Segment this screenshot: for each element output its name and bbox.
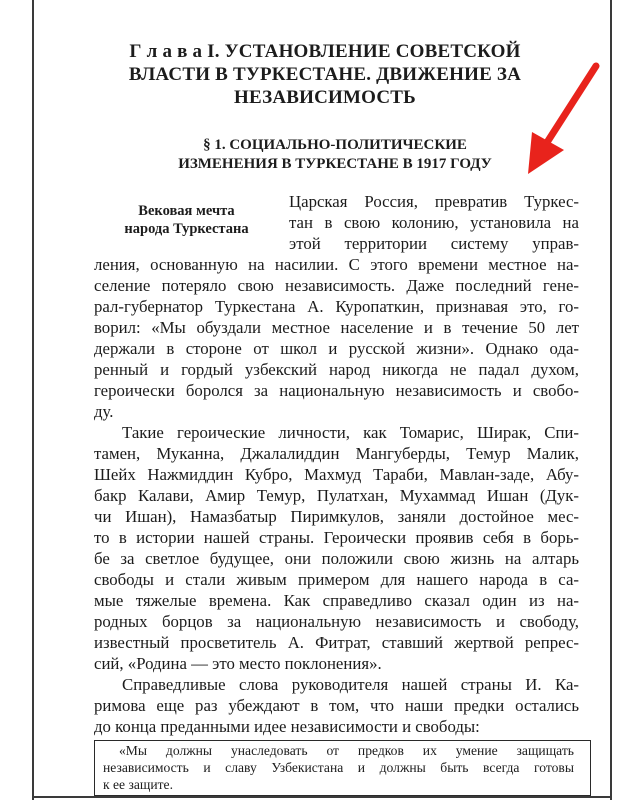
body-line: рал-губернатор Туркестана А. Куропаткин, признавая это, го- [94,297,579,316]
body-line: свободы и стали живым примером для нашего народа в са- [94,570,579,589]
chapter-title [80,40,570,109]
body-line: бе за светлое будущее, они положили свою жизнь на алтарь [94,549,579,568]
body-line: известный просветитель А. Фитрат, ставший жертвой репрес- [94,633,579,652]
body-line: мые тяжелые времена. Как справедливо сказал один из на- [94,591,579,610]
quote-line: «Мы должны унаследовать от предков их умение защищать [119,743,574,758]
section-title-line: § 1. СОЦИАЛЬНО-ПОЛИТИЧЕСКИЕ [203,137,467,153]
body-line: до конца преданными идее независимости и свободы: [94,717,480,736]
page-frame-bottom [32,796,612,798]
page-frame-left [32,0,34,800]
body-line: то в истории нашей страны. Героически проявив себя в борь- [94,528,579,547]
body-line: бакр Калави, Амир Темур, Пулатхан, Мухаммад Ишан (Дук- [94,486,579,505]
margin-note [104,202,269,238]
body-line: тан в свою колонию, установила на [289,213,579,232]
chapter-title-line: НЕЗАВИСИМОСТЬ [234,87,416,108]
body-line: держали в стороне от школ и русской жизни». Однако ода- [94,339,579,358]
chapter-title-line: Г л а в а I. УСТАНОВЛЕНИЕ СОВЕТСКОЙ [129,41,521,62]
page-frame-right [610,0,612,800]
body-line: героически боролся за национальную независимость и свобо- [94,381,579,400]
body-line: Справедливые слова руководителя нашей страны И. Ка- [122,675,579,694]
body-line: этой территории систему управ- [289,234,579,253]
red-arrow-icon [520,60,605,178]
body-line: чи Ишан), Намазбатыр Пиримкулов, заняли достойное мес- [94,507,579,526]
section-title [150,136,520,174]
body-line: ренный и гордый узбекский народ никогда не падал духом, [94,360,579,379]
body-line: селение потеряло свою независимость. Даже последний гене- [94,276,579,295]
section-title-line: ИЗМЕНЕНИЯ В ТУРКЕСТАНЕ В 1917 ГОДУ [178,156,492,172]
quote-line: к ее защите. [103,777,173,792]
margin-note-line: Вековая мечта [138,203,235,219]
quote-box [94,740,591,796]
body-line: Царская Россия, превратив Туркес- [289,192,579,211]
body-line: сий, «Родина — это место поклонения». [94,654,382,673]
body-line: ворил: «Мы обуздали местное население и в течение 50 лет [94,318,579,337]
body-line: тамен, Муканна, Джалалиддин Мангуберды, Темур Малик, [94,444,579,463]
body-line: ления, основанную на насилии. С этого времени местное на- [94,255,579,274]
chapter-title-line: ВЛАСТИ В ТУРКЕСТАНЕ. ДВИЖЕНИЕ ЗА [128,64,522,85]
quote-line: независимость и славу Узбекистана и должны быть всегда готовы [103,760,574,775]
body-line: Такие героические личности, как Томарис, Ширак, Спи- [122,423,579,442]
body-line: родных борцов за национальную независимость и свободу, [94,612,579,631]
body-line: римова еще раз убеждают в том, что наши предки остались [94,696,579,715]
body-line: ду. [94,402,114,421]
body-line: Шейх Нажмиддин Кубро, Махмуд Тараби, Мавлан-заде, Абу- [94,465,579,484]
margin-note-line: народа Туркестана [124,221,249,237]
